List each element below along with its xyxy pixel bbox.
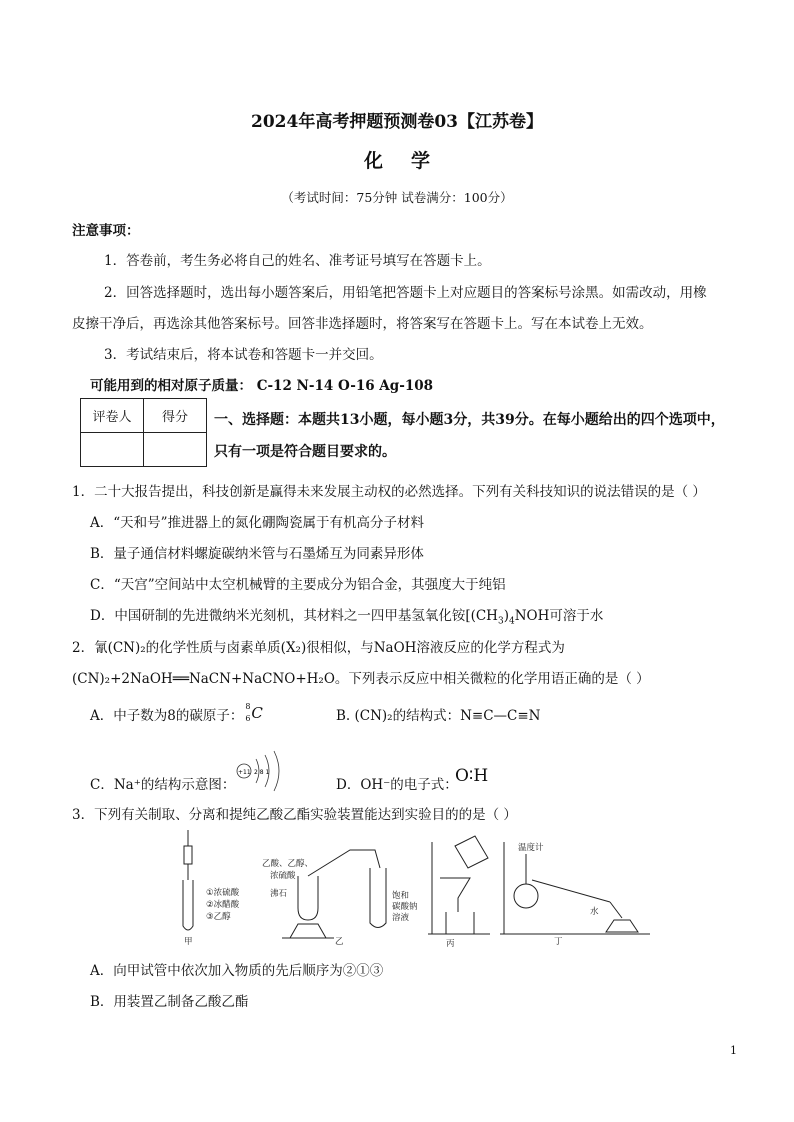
q2-option-d: D．OH⁻的电子式： (336, 777, 458, 793)
q3-stem: 3．下列有关制取、分离和提纯乙酸乙酯实验装置能达到实验目的的是（ ） (72, 807, 517, 823)
q2-option-c: C．Na⁺的结构示意图： (90, 777, 236, 793)
q1-option-b: B．量子通信材料螺旋碳纳米管与石墨烯互为同素异形体 (90, 546, 424, 562)
score-blank (144, 433, 207, 467)
yi-test-tube (298, 876, 318, 920)
label-water: 水 (590, 907, 599, 917)
label-reagent3: ③乙醇 (206, 912, 231, 922)
label-bing: 丙 (446, 939, 455, 948)
label-thermometer: 温度计 (518, 843, 544, 853)
bing-beaker-pour (455, 836, 488, 868)
ding-flask (514, 884, 538, 908)
label-yi: 乙 (335, 937, 344, 947)
atomic-number: 6 (245, 714, 251, 723)
q2-option-a (90, 704, 263, 726)
element-symbol: C (251, 704, 263, 722)
label-reagent1: ①浓硫酸 (206, 888, 240, 898)
apparatus-ding (500, 842, 650, 947)
q1-d-mid: ) (503, 608, 509, 624)
label-yi-reagents1: 乙酸、乙醇、 (262, 859, 314, 869)
q1-option-d (90, 604, 603, 627)
label-reagent2: ②冰醋酸 (206, 900, 240, 910)
label-sat2: 碳酸钠 (392, 902, 418, 912)
notice-item-1: 1．答卷前，考生务必将自己的姓名、准考证号填写在答题卡上。 (104, 253, 491, 269)
ding-condenser (532, 880, 610, 902)
bing-beaker (446, 912, 474, 934)
section1-line2: 只有一项是符合题目要求的。 (214, 444, 396, 460)
exam-title: 2024年高考押题预测卷03【江苏卷】 (251, 112, 543, 132)
label-sat3: 溶液 (392, 913, 410, 923)
score-cell: 得分 (144, 399, 207, 433)
label-jia: 甲 (184, 937, 193, 947)
nucleus-label: +11 (238, 769, 251, 776)
q2-stem-line2: (CN)₂+2NaOH══NaCN+NaCNO+H₂O。下列表示反应中相关微粒的化学用语正确的是（ ） (72, 671, 650, 687)
q1-d-pre: D．中国研制的先进微纳米光刻机，其材料之一四甲基氢氧化铵[(CH (90, 608, 498, 624)
apparatus-yi (262, 850, 418, 947)
notice-item-2-cont: 皮擦干净后，再选涂其他答案标号。回答非选择题时，将答案写在答题卡上。写在本试卷上无效。 (72, 316, 653, 332)
q1-d-post: NOH可溶于水 (514, 608, 604, 624)
q1-option-c: C．“天宫”空间站中太空机械臂的主要成分为铝合金，其强度大于纯铝 (90, 577, 506, 593)
page-number: 1 (730, 1044, 737, 1057)
section1-line1: 一、选择题：本题共13小题，每小题3分，共39分。在每小题给出的四个选项中， (214, 412, 725, 428)
apparatus-jia (183, 830, 240, 947)
dropper-icon (184, 830, 192, 880)
reviewer-blank (81, 433, 144, 467)
yi-burner (282, 924, 334, 938)
label-yi-reagents2: 浓硫酸 (270, 871, 296, 881)
bing-funnel (440, 878, 470, 912)
q1-d-sub2: 4 (508, 616, 515, 627)
notice-heading: 注意事项： (72, 223, 140, 239)
q2-a-text: A．中子数为8的碳原子： (90, 708, 244, 724)
q1-stem: 1．二十大报告提出，科技创新是赢得未来发展主动权的必然选择。下列有关科技知识的说法错误的是（ ） (72, 484, 706, 500)
ding-receiver-flask (606, 902, 638, 932)
q2-stem-line1: 2．氰(CN)₂的化学性质与卤素单质(X₂)很相似，与NaOH溶液反应的化学方程式为 (72, 640, 565, 656)
hydroxide-electron-formula: O∶H (455, 766, 489, 786)
yi-collection-tube (370, 868, 386, 928)
q1-d-sub: 3 (497, 616, 504, 627)
q1-option-a: A．“天和号”推进器上的氮化硼陶瓷属于有机高分子材料 (90, 515, 425, 531)
bing-stand (428, 842, 490, 934)
q3-option-a: A．向甲试管中依次加入物质的先后顺序为②①③ (90, 963, 384, 979)
sodium-ion-structure-diagram (234, 749, 294, 793)
notice-item-2: 2．回答选择题时，选出每小题答案后，用铅笔把答题卡上对应题目的答案标号涂黑。如需改动，用橡 (104, 285, 707, 301)
subject-title: 化学 (363, 150, 458, 172)
atomic-mass-line: 可能用到的相对原子质量： C-12 N-14 O-16 Ag-108 (90, 378, 434, 394)
score-table (80, 398, 207, 467)
yi-delivery-tube (308, 850, 380, 876)
mass-number: 8 (245, 702, 251, 711)
q3-option-b: B．用装置乙制备乙酸乙酯 (90, 994, 249, 1010)
carbon-isotope (243, 704, 263, 726)
shell-electrons: 2 8 1 (254, 769, 270, 776)
q3-apparatus-figure (170, 828, 660, 948)
reviewer-cell: 评卷人 (81, 399, 144, 433)
q2-option-b: B. (CN)₂的结构式：N≡C—C≡N (336, 708, 541, 724)
label-ding: 丁 (554, 937, 563, 947)
label-sat1: 饱和 (392, 891, 410, 901)
exam-info: （考试时间：75分钟 试卷满分：100分） (281, 190, 513, 205)
notice-item-3: 3．考试结束后，将本试卷和答题卡一并交回。 (104, 347, 383, 363)
test-tube-icon (183, 880, 193, 930)
apparatus-bing (428, 836, 490, 948)
label-boiling-chips: 沸石 (270, 889, 288, 899)
